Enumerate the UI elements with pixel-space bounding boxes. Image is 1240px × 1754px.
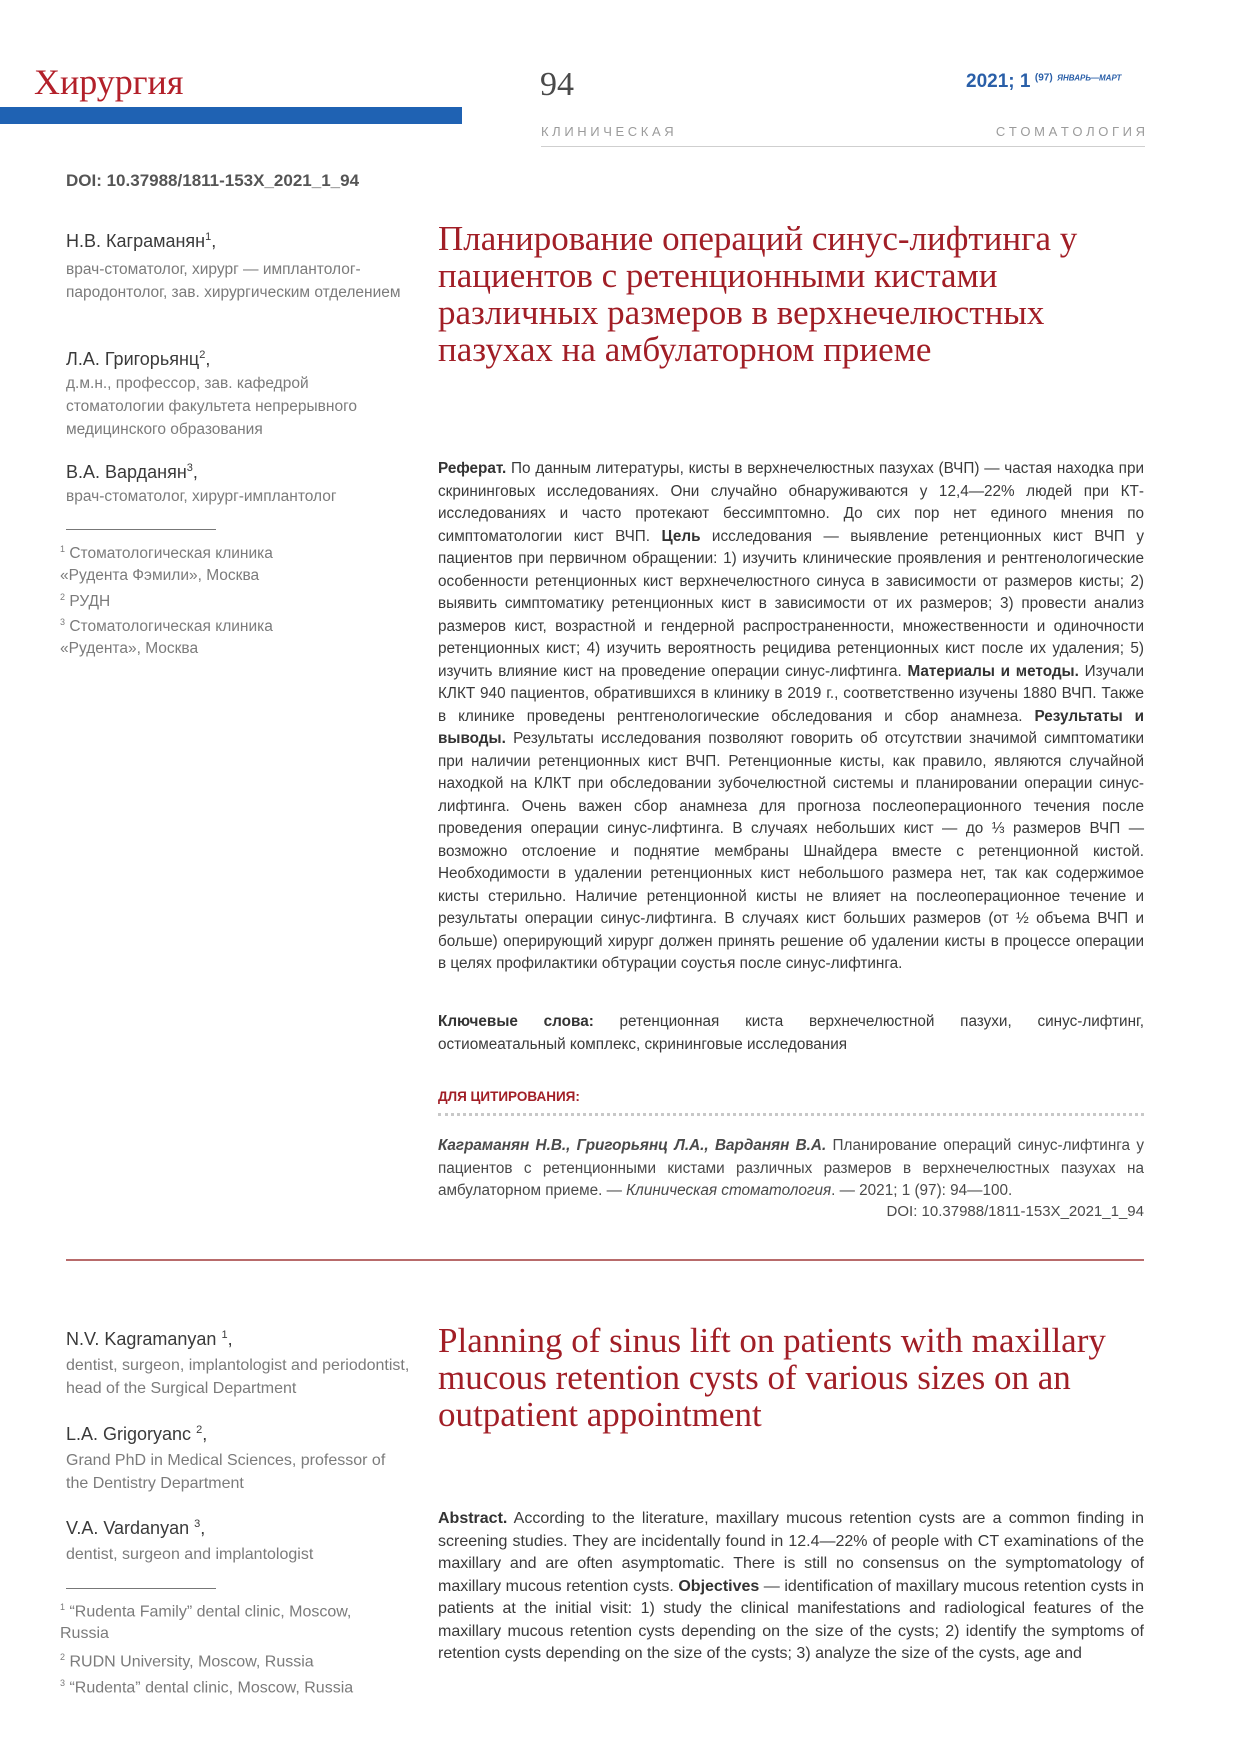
affiliation-item: $^3$ “Rudenta” dental clinic, Moscow, Russia bbox=[60, 1678, 354, 1697]
affiliation-item: $^2$ РУДН bbox=[60, 592, 111, 611]
author-affiliation: Grand PhD in Medical Sciences, professor of the Dentistry Department bbox=[66, 1452, 386, 1492]
author-affiliation: врач-стоматолог, хирург — имплантолог-пародонтолог, зав. хирургическим отделением bbox=[66, 261, 401, 301]
issue-months: ЯНВАРЬ—МАРТ bbox=[1057, 73, 1122, 83]
affiliation-rule bbox=[66, 529, 216, 530]
author-name: L.A. Grigoryanc $^2$, bbox=[66, 1424, 208, 1444]
keywords-ru: Ключевые слова: ретенционная киста верхнечелюстной пазухи, синус-лифтинг, остиомеатальный комплекс, скрининговые исследования bbox=[438, 1013, 1145, 1053]
author-name: N.V. Kagramanyan $^1$, bbox=[66, 1329, 233, 1349]
affiliation-item: $^3$ Стоматологическая клиника «Рудента», Москва bbox=[60, 617, 273, 658]
affiliation-item: $^1$ “Rudenta Family” dental clinic, Moscow, Russia bbox=[60, 1602, 352, 1643]
author-affiliation: врач-стоматолог, хирург-имплантолог bbox=[66, 488, 337, 505]
citation-text: Каграманян Н.В., Григорьянц Л.А., Варданян В.А. Планирование операций синус-лифтинга у пациентов с ретенционными кистами различных размеров в верхнечелюстных пазухах на амбулаторном приеме. — Клиническая стоматология. — 2021; 1 (97): 94—100. bbox=[438, 1137, 1144, 1199]
affiliation-rule bbox=[66, 1588, 216, 1589]
author-affiliation: dentist, surgeon, implantologist and periodontist, head of the Surgical Department bbox=[66, 1357, 410, 1397]
abstract-ru: Реферат. По данным литературы, кисты в верхнечелюстных пазухах (ВЧП) — частая находка при скрининговых исследованиях. Они случайно обнаруживаются у 12,4—22% людей при КТ-исследованиях и часто протекают бессимптомно. До сих пор нет единого мнения по симптоматологии кист ВЧП. Цель исследования — выявление ретенционных кист ВЧП у пациентов при первичном обращении: 1) изучить клинические проявления и рентгенологические особенности ретенционных кист верхнечелюстного синуса в зависимости от размеров кисты; 2) выявить симптоматику ретенционных кист в зависимости от их размеров; 3) провести анализ размеров кист, возрастной и гендерной распространенности, множественности и одиночности ретенционных кист; 4) изучить вероятность рецидива ретенционных кист после их удаления; 5) изучить влияние кист на проведение операции синус-лифтинга. Материалы и методы. Изучали КЛКТ 940 пациентов, обратившихся в клинику в 2019 г., соответственно изучены 1880 ВЧП. Также в клинике проведены рентгенологические обследования и сбор анамнеза. Результаты и выводы. Результаты исследования позволяют говорить об отсутствии значимой симптоматики при наличии ретенционных кист ВЧП. Ретенционные кисты, как правило, являются случайной находкой на КЛКТ при обследовании зубочелюстной системы и планировании операции синус-лифтинга. Очень важен сбор анамнеза для прогноза послеоперационного течения после проведения операции синус-лифтинга. В случаях небольших кист — до ⅓ размеров ВЧП — возможно отслоение и поднятие мембраны Шнайдера вместе с ретенционной кистой. Необходимости в удалении ретенционных кист небольшого размера нет, так как содержимое кисты стерильно. Наличие ретенционной кисты не влияет на послеоперационное течение и результаты операции синус-лифтинга. В случаях кист больших размеров (от ½ объема ВЧП и больше) оперирующий хирург должен принять решение об удалении кисты в процессе операции в целях профилактики обтурации соустья после синус-лифтинга. bbox=[438, 460, 1145, 972]
header-rule bbox=[541, 146, 1145, 147]
citation-doi[interactable]: DOI: 10.37988/1811-153X_2021_1_94 bbox=[886, 1203, 1144, 1220]
section-title: Хирургия bbox=[34, 62, 184, 102]
affiliation-item: $^1$ Стоматологическая клиника «Рудента Фэмили», Москва bbox=[60, 544, 273, 585]
journal-word-2: С Т О М А Т О Л О Г И Я bbox=[995, 124, 1145, 139]
author-affiliation: dentist, surgeon and implantologist bbox=[66, 1546, 314, 1563]
issue-number: (97) bbox=[1034, 72, 1053, 84]
section-divider bbox=[66, 1259, 1144, 1261]
page-number: 94 bbox=[540, 66, 574, 103]
author-affiliation: д.м.н., профессор, зав. кафедрой стоматологии факультета непрерывного медицинского образования bbox=[66, 375, 358, 438]
doi-link[interactable]: DOI: 10.37988/1811-153X_2021_1_94 bbox=[66, 171, 360, 190]
issue-year: 2021; 1 bbox=[966, 71, 1031, 92]
affiliation-item: $^2$ RUDN University, Moscow, Russia bbox=[60, 1652, 314, 1671]
article-title-ru: Планирование операций синус-лифтинга у пациентов с ретенционными кистами различных размеров в верхнечелюстных пазухах на амбулаторном приеме bbox=[438, 219, 1078, 369]
header-accent-bar bbox=[0, 107, 462, 124]
citation-dotted-rule bbox=[438, 1113, 1144, 1116]
author-name: Н.В. Каграманян$^1$, bbox=[66, 231, 217, 251]
author-name: Л.А. Григорьянц$^2$, bbox=[66, 349, 211, 369]
article-title-en: Planning of sinus lift on patients with maxillary mucous retention cysts of various sizes on an outpatient appointment bbox=[438, 1321, 1106, 1434]
journal-word-1: К Л И Н И Ч Е С К А Я bbox=[541, 124, 674, 139]
citation-label: ДЛЯ ЦИТИРОВАНИЯ: bbox=[438, 1089, 580, 1104]
journal-name bbox=[541, 124, 1145, 142]
issue-info bbox=[966, 71, 1121, 93]
author-name: V.A. Vardanyan $^3$, bbox=[66, 1518, 206, 1538]
author-name: В.А. Варданян$^3$, bbox=[66, 462, 198, 482]
abstract-en: Abstract. According to the literature, maxillary mucous retention cysts are a common finding in screening studies. They are incidentally found in 12.4—22% of people with CT examinations of the maxillary and are often asymptomatic. There is still no consensus on the symptomatology of maxillary mucous retention cysts. Objectives — identification of maxillary mucous retention cysts in patients at the initial visit: 1) study the clinical manifestations and radiological features of the maxillary mucous retention cysts depending on the size of the cysts; 2) identify the symptoms of retention cysts depending on the size of the cysts; 3) analyze the size of the cysts, age and bbox=[438, 1510, 1145, 1662]
